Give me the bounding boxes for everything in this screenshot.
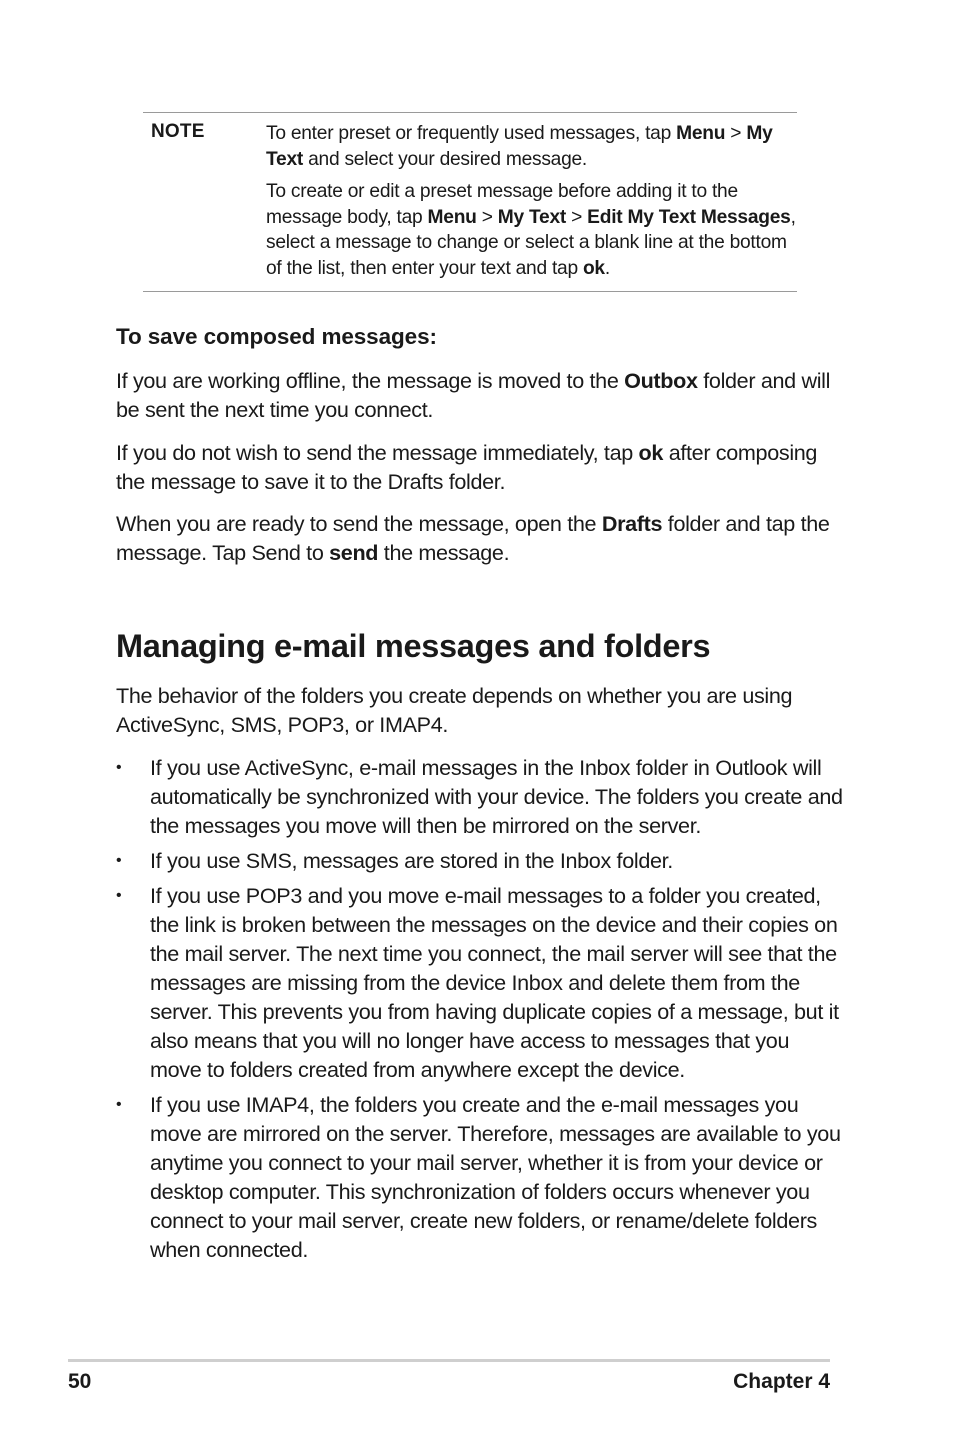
bullet-icon: • xyxy=(116,759,122,776)
bold-send: send xyxy=(329,540,379,565)
bullet-icon: • xyxy=(116,852,122,869)
list-item-text: If you use SMS, messages are stored in the Inbox folder. xyxy=(150,848,673,873)
body-text: folder and will be sent the next time you connect. xyxy=(116,368,831,422)
list-item-text: If you use POP3 and you move e-mail messages to a folder you created, the link is broken between the messages on the device and their copies on the mail server. The next time you connect, the mail server will see that the messages are missing from the device Inbox and delete them from the server. This prevents you from having duplicate copies of a message, but it also means that you will no longer have access to messages that you move to folders created from anywhere except the device. xyxy=(150,883,839,1082)
note-text: , select a message to change or select a blank line at the bottom of the list, then enter your text and tap xyxy=(266,206,796,279)
note-text: and select your desired message. xyxy=(303,148,588,170)
list-item xyxy=(116,1090,846,1264)
list-item-text: If you use IMAP4, the folders you create and the e-mail messages you move are mirrored on the server. Therefore, messages are available to you anytime you connect to your mail server, whether it is from your device or desktop computer. This synchronization of folders occurs whenever you connect to your mail server, create new folders, or rename/delete folders when connected. xyxy=(150,1092,841,1262)
save-paragraph-3 xyxy=(116,509,846,567)
note-paragraph-2 xyxy=(266,179,798,281)
note-paragraph-1 xyxy=(266,121,798,172)
note-text: > xyxy=(566,206,588,228)
note-label: NOTE xyxy=(151,121,205,142)
note-text: > xyxy=(476,206,498,228)
list-item xyxy=(116,881,846,1084)
list-item xyxy=(116,846,846,875)
save-paragraph-2 xyxy=(116,438,846,496)
note-bold-menu: Menu xyxy=(427,206,477,228)
body-text: When you are ready to send the message, open the xyxy=(116,511,602,536)
bold-drafts: Drafts xyxy=(601,511,663,536)
body-text: folder and tap the message. Tap Send to xyxy=(116,511,830,565)
save-section-heading: To save composed messages: xyxy=(116,324,437,349)
note-bold-ok: ok xyxy=(582,257,605,279)
footer-divider xyxy=(68,1359,830,1362)
note-box xyxy=(143,112,797,292)
bold-outbox: Outbox xyxy=(624,368,698,393)
note-text: > xyxy=(725,123,747,144)
list-item-text: If you use ActiveSync, e-mail messages in the Inbox folder in Outlook will automatically be synchronized with your device. The folders you create and the messages you move will then be mirrored on the server. xyxy=(150,755,843,838)
body-text: If you do not wish to send the message immediately, tap xyxy=(116,440,639,465)
note-text: To enter preset or frequently used messages, tap xyxy=(266,123,677,144)
note-bold-menu: Menu xyxy=(676,123,726,144)
bullet-icon: • xyxy=(116,887,122,904)
note-bold-mytext: My Text xyxy=(266,123,773,170)
note-text: To create or edit a preset message before adding it to the message body, tap xyxy=(266,181,738,228)
bullet-icon: • xyxy=(116,1096,122,1113)
chapter-label: Chapter 4 xyxy=(733,1370,830,1393)
save-paragraph-1 xyxy=(116,366,846,424)
note-body xyxy=(266,121,798,281)
bullet-list xyxy=(116,753,846,1270)
bold-ok: ok xyxy=(638,440,664,465)
note-bold-edit: Edit My Text Messages xyxy=(587,206,791,228)
note-bold-mytext: My Text xyxy=(497,206,567,228)
body-text: If you are working offline, the message is moved to the xyxy=(116,368,625,393)
manage-section-heading: Managing e-mail messages and folders xyxy=(116,628,711,664)
body-text: after composing the message to save it to the Drafts folder. xyxy=(116,440,818,494)
list-item xyxy=(116,753,846,840)
body-text: the message. xyxy=(378,540,510,565)
manage-intro: The behavior of the folders you create depends on whether you are using ActiveSync, SMS, POP3, or IMAP4. xyxy=(116,683,793,737)
note-text: . xyxy=(604,257,610,279)
page-number: 50 xyxy=(68,1370,92,1393)
